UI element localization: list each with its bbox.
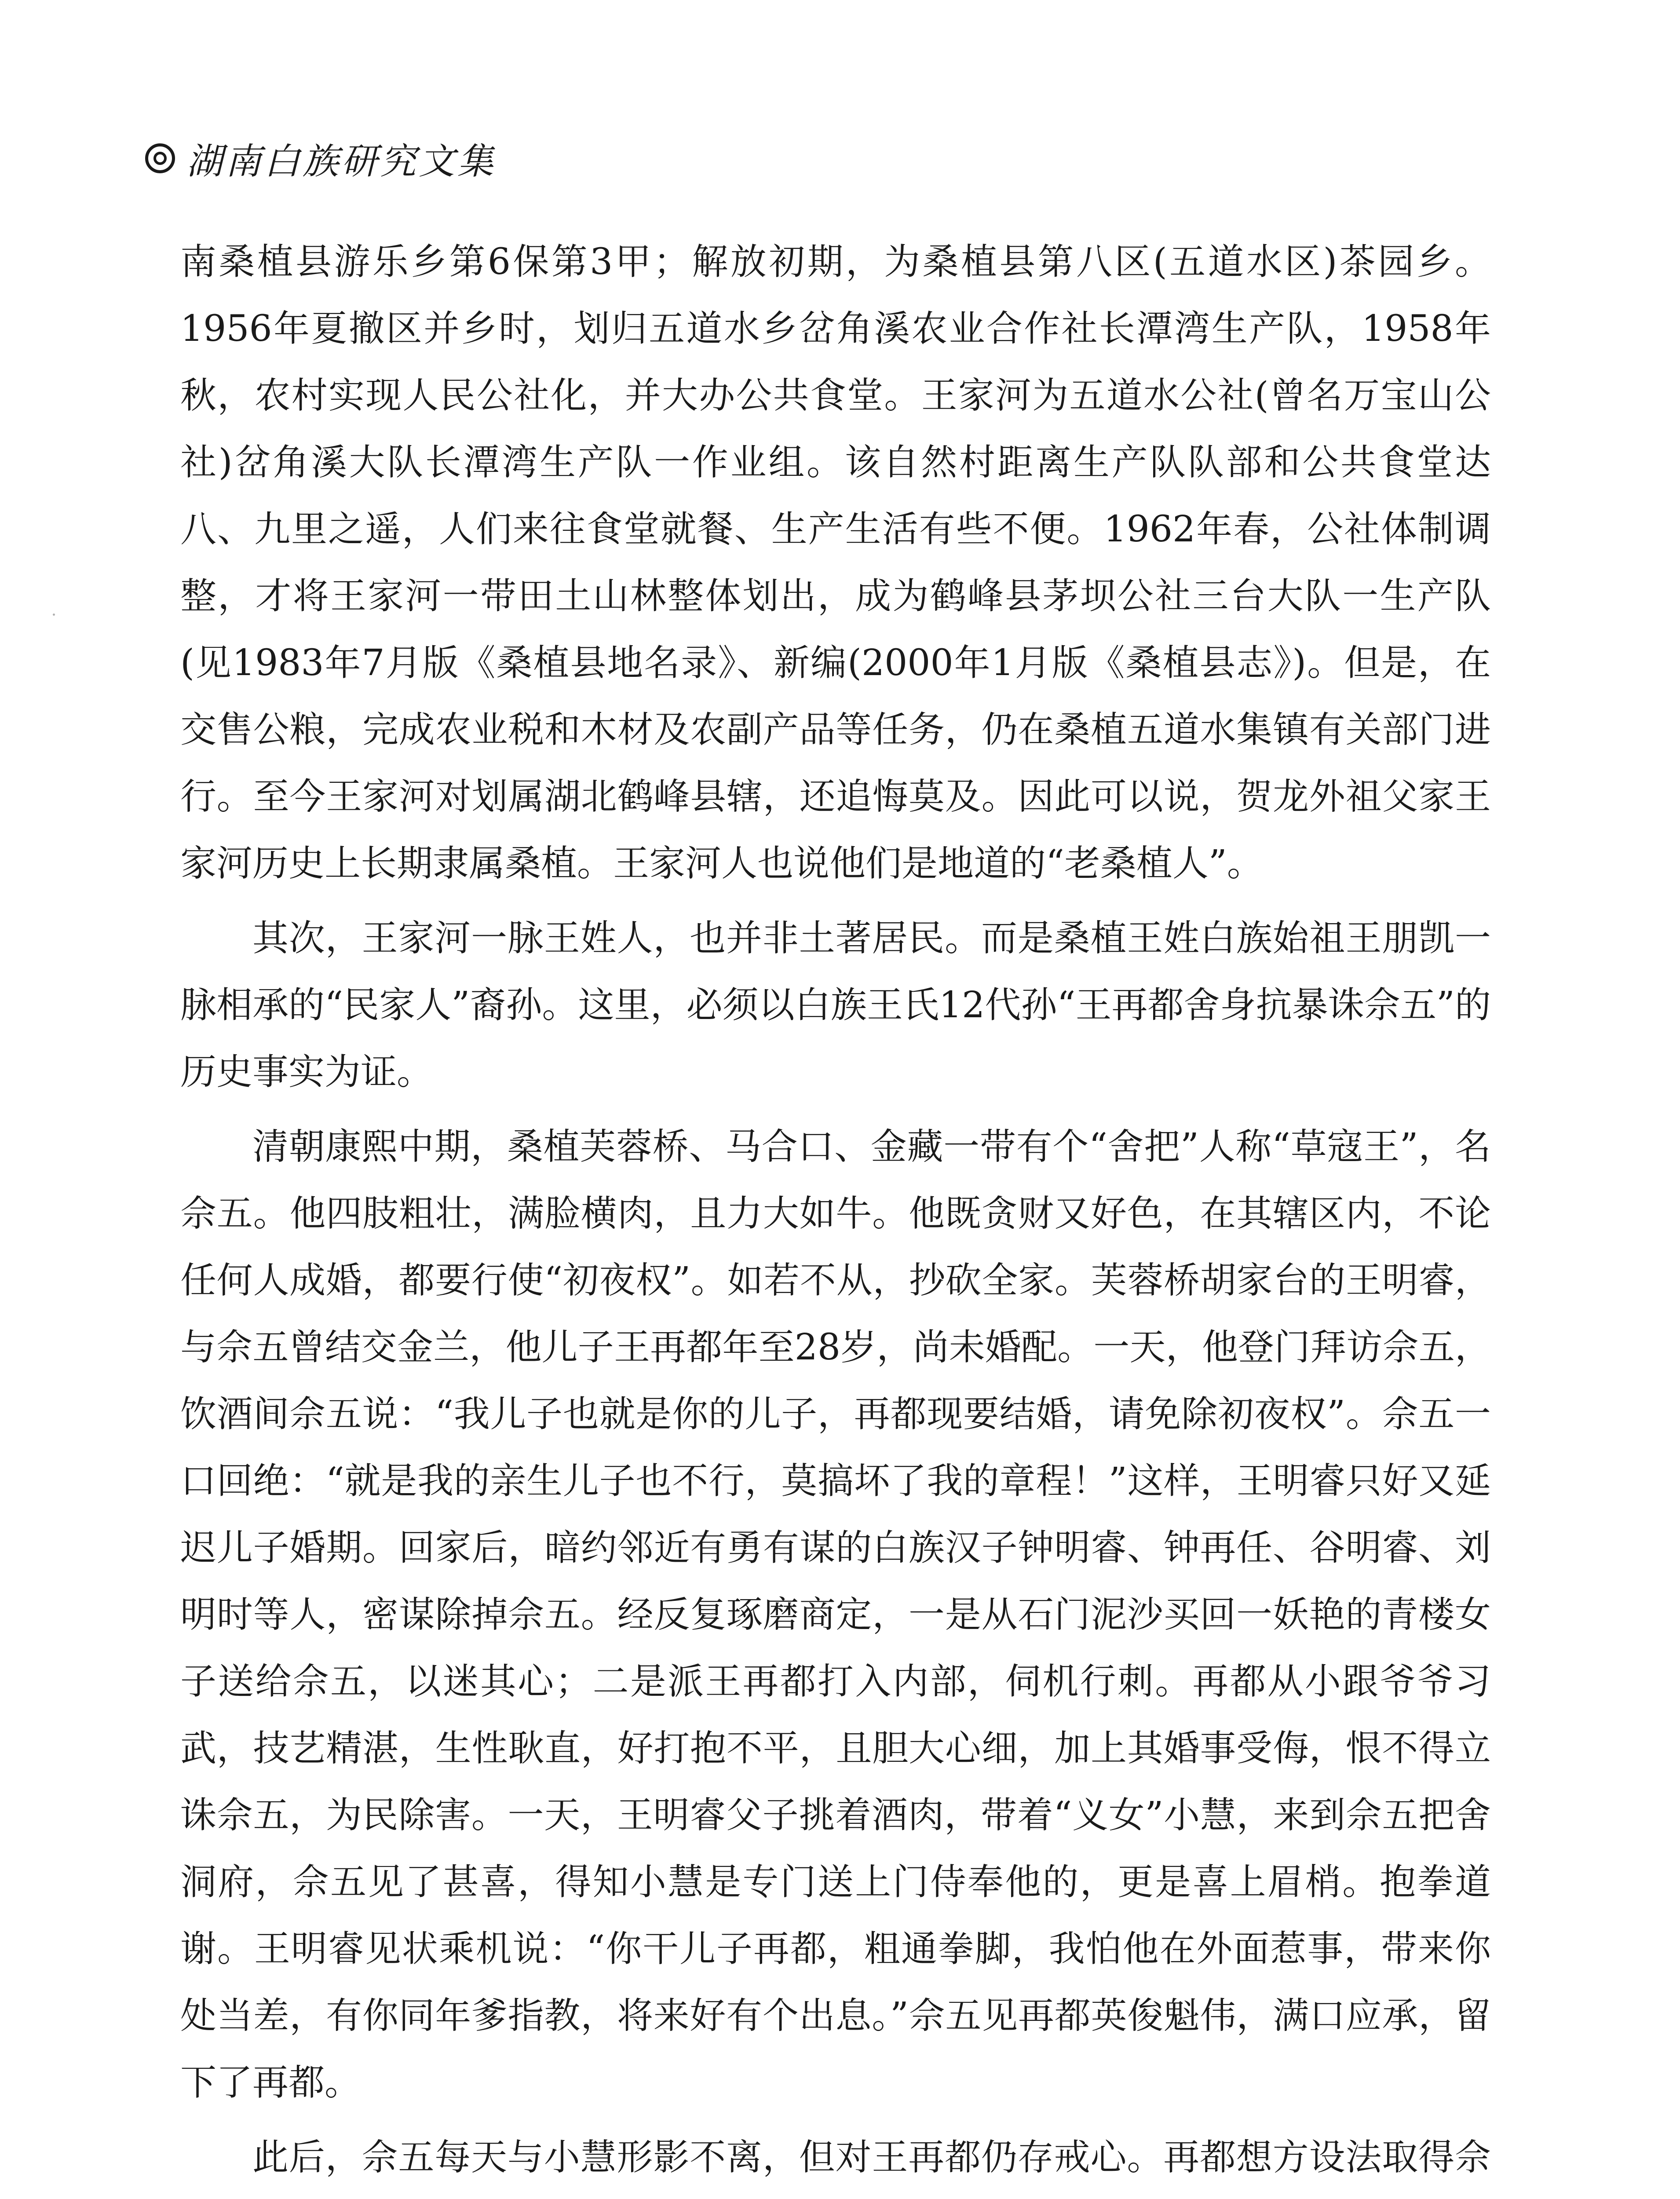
body-text (180, 229, 1491, 2199)
paragraph: 清朝康熙中期，桑植芙蓉桥、马合口、金藏一带有个“舍把”人称“草寇王”，名佘五。他四肢粗壮，满脸横肉，且力大如牛。他既贪财又好色，在其辖区内，不论任何人成婚，都要行使“初夜权”。如若不从，抄砍全家。芙蓉桥胡家台的王明睿，与佘五曾结交金兰，他儿子王再都年至28岁，尚未婚配。一天，他登门拜访佘五，饮酒间佘五说：“我儿子也就是你的儿子，再都现要结婚，请免除初夜权”。佘五一口回绝：“就是我的亲生儿子也不行，莫搞坏了我的章程！”这样，王明睿只好又延迟儿子婚期。回家后，暗约邻近有勇有谋的白族汉子钟明睿、钟再任、谷明睿、刘明时等人，密谋除掉佘五。经反复琢磨商定，一是从石门泥沙买回一妖艳的青楼女子送给佘五，以迷其心；二是派王再都打入内部，伺机行刺。再都从小跟爷爷习武，技艺精湛，生性耿直，好打抱不平，且胆大心细，加上其婚事受侮，恨不得立诛佘五，为民除害。一天，王明睿父子挑着酒肉，带着“义女”小慧，来到佘五把舍洞府，佘五见了甚喜，得知小慧是专门送上门侍奉他的，更是喜上眉梢。抱拳道谢。王明睿见状乘机说：“你干儿子再都，粗通拳脚，我怕他在外面惹事，带来你处当差，有你同年爹指教，将来好有个出息。”佘五见再都英俊魁伟，满口应承，留下了再都。 (180, 1126, 1491, 2104)
paragraph: 其次，王家河一脉王姓人，也并非土著居民。而是桑植王姓白族始祖王朋凯一脉相承的“民家人”裔孙。这里，必须以白族王氏12代孙“王再都舍身抗暴诛佘五”的历史事实为证。 (180, 917, 1491, 1093)
running-header (145, 132, 496, 185)
double-circle-icon (145, 143, 175, 173)
paragraph: 此后，佘五每天与小慧形影不离，但对王再都仍存戒心。再都想方设法取得佘 (252, 2137, 1491, 2178)
book-title: 湖南白族研究文集 (186, 140, 496, 183)
paragraph-continued: 南桑植县游乐乡第6保第3甲；解放初期，为桑植县第八区(五道水区)茶园乡。1956年夏撤区并乡时，划归五道水乡岔角溪农业合作社长潭湾生产队，1958年秋，农村实现人民公社化，并大办公共食堂。王家河为五道水公社(曾名万宝山公社)岔角溪大队长潭湾生产队一作业组。该自然村距离生产队队部和公共食堂达八、九里之遥，人们来往食堂就餐、生产生活有些不便。1962年春，公社体制调整，才将王家河一带田土山林整体划出，成为鹤峰县茅坝公社三台大队一生产队(见1983年7月版《桑植县地名录》、新编(2000年1月版《桑植县志》)。但是，在交售公粮，完成农业税和木材及农副产品等任务，仍在桑植五道水集镇有关部门进行。至今王家河对划属湖北鹤峰县辖，还追悔莫及。因此可以说，贺龙外祖父家王家河历史上长期隶属桑植。王家河人也说他们是地道的“老桑植人”。 (180, 241, 1491, 884)
margin-speck (53, 614, 55, 616)
